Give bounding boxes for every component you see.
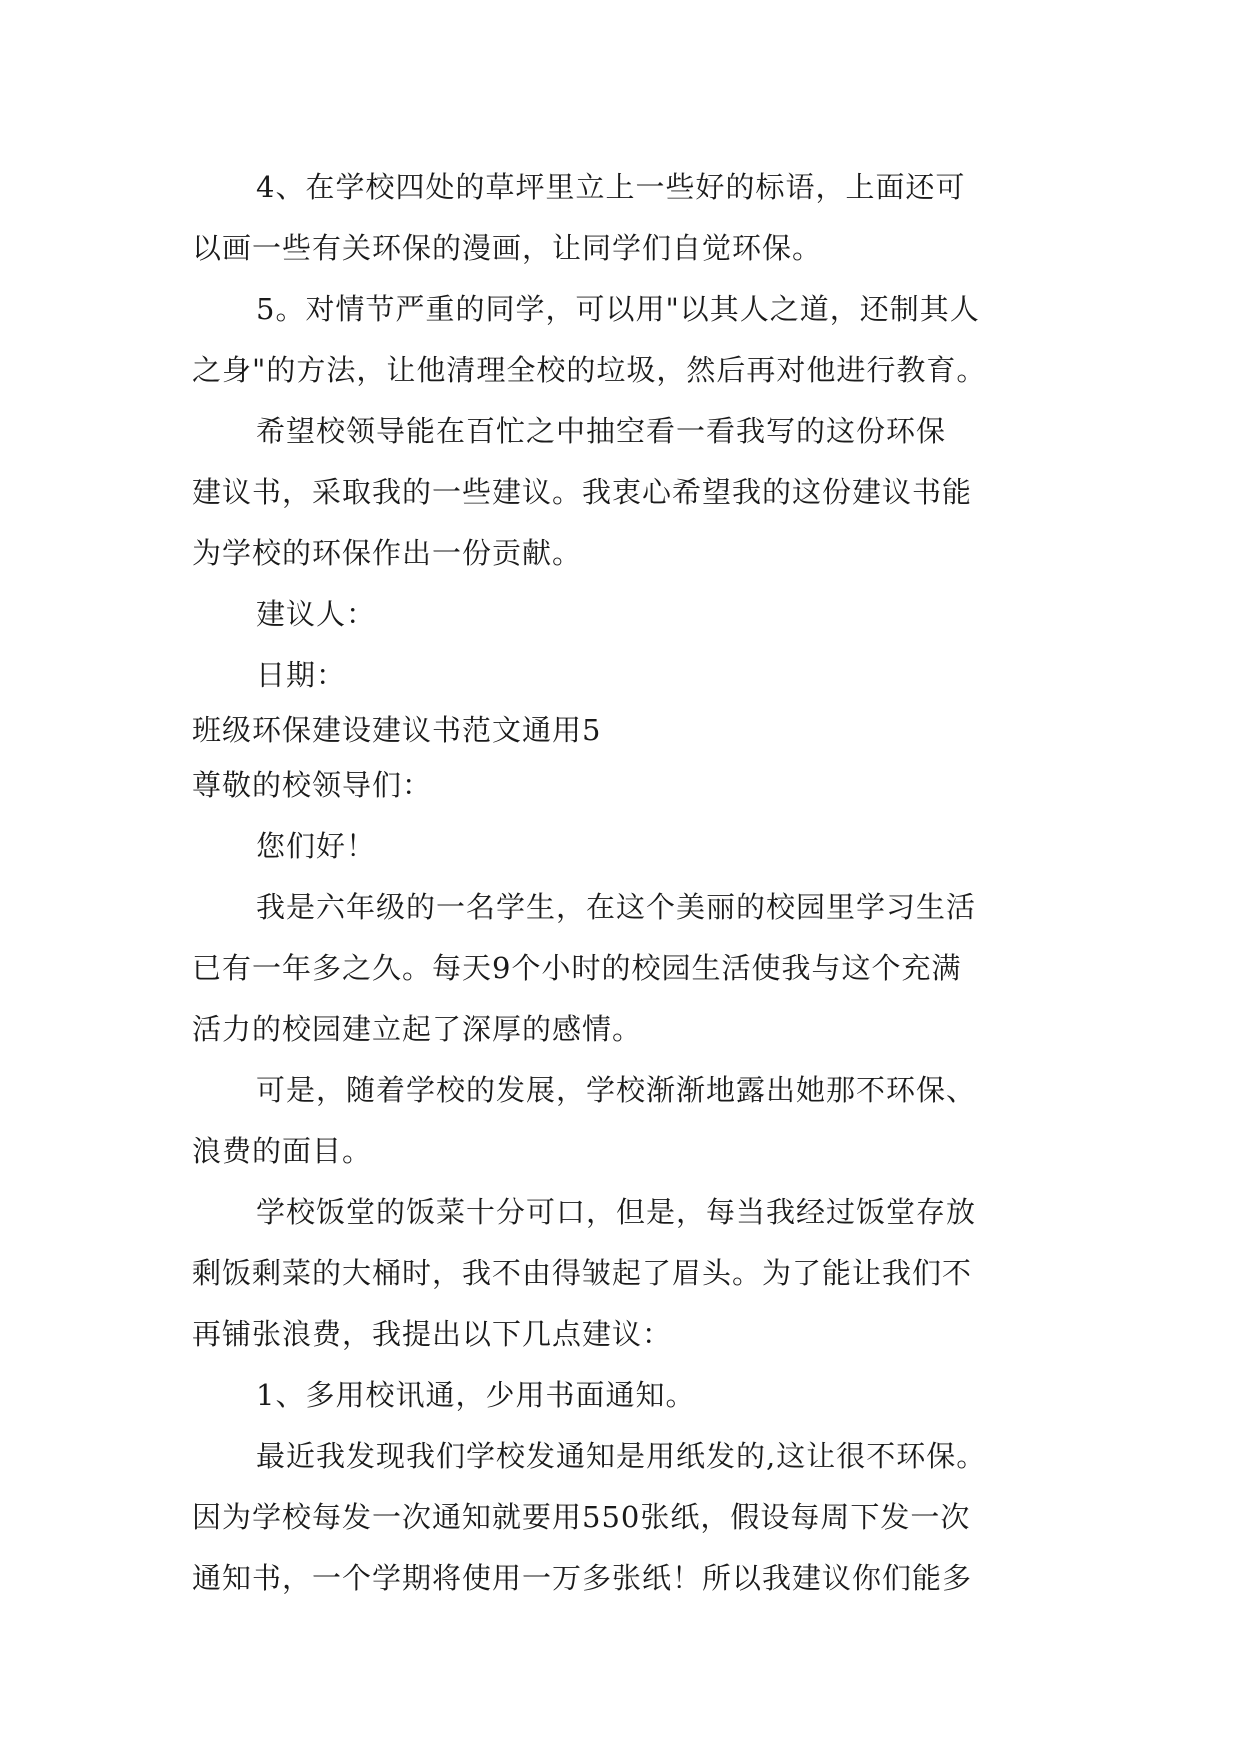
signature-label: 建议人： bbox=[256, 597, 377, 631]
paragraph-line: 之身"的方法，让他清理全校的垃圾，然后再对他进行教育。 bbox=[192, 353, 987, 387]
paragraph-line: 活力的校园建立起了深厚的感情。 bbox=[192, 1012, 643, 1046]
paragraph-line: 最近我发现我们学校发通知是用纸发的,这让很不环保。 bbox=[256, 1439, 987, 1473]
paragraph-line: 浪费的面目。 bbox=[192, 1134, 373, 1168]
paragraph-line: 通知书，一个学期将使用一万多张纸！所以我建议你们能多 bbox=[192, 1561, 973, 1595]
section-title: 班级环保建设建议书范文通用5 bbox=[192, 713, 602, 747]
paragraph-line: 4、在学校四处的草坪里立上一些好的标语，上面还可 bbox=[256, 170, 966, 204]
paragraph-line: 以画一些有关环保的漫画，让同学们自觉环保。 bbox=[192, 231, 823, 265]
paragraph-line: 建议书，采取我的一些建议。我衷心希望我的这份建议书能 bbox=[192, 475, 973, 509]
date-label: 日期： bbox=[256, 658, 347, 692]
paragraph-line: 5。对情节严重的同学，可以用"以其人之道，还制其人 bbox=[256, 292, 980, 326]
paragraph-line: 学校饭堂的饭菜十分可口，但是，每当我经过饭堂存放 bbox=[256, 1195, 977, 1229]
document-body bbox=[192, 157, 1072, 1609]
greeting: 您们好！ bbox=[256, 829, 377, 863]
paragraph-line: 可是，随着学校的发展，学校渐渐地露出她那不环保、 bbox=[256, 1073, 977, 1107]
list-item: 1、多用校讯通，少用书面通知。 bbox=[256, 1378, 696, 1412]
paragraph-line: 我是六年级的一名学生，在这个美丽的校园里学习生活 bbox=[256, 890, 977, 924]
paragraph-line: 再铺张浪费，我提出以下几点建议： bbox=[192, 1317, 673, 1351]
salutation: 尊敬的校领导们： bbox=[192, 768, 433, 802]
paragraph-line: 剩饭剩菜的大桶时，我不由得皱起了眉头。为了能让我们不 bbox=[192, 1256, 973, 1290]
paragraph-line: 希望校领导能在百忙之中抽空看一看我写的这份环保 bbox=[256, 414, 947, 448]
paragraph-line: 为学校的环保作出一份贡献。 bbox=[192, 536, 583, 570]
paragraph-line: 已有一年多之久。每天9个小时的校园生活使我与这个充满 bbox=[192, 951, 962, 985]
paragraph-line: 因为学校每发一次通知就要用550张纸，假设每周下发一次 bbox=[192, 1500, 971, 1534]
